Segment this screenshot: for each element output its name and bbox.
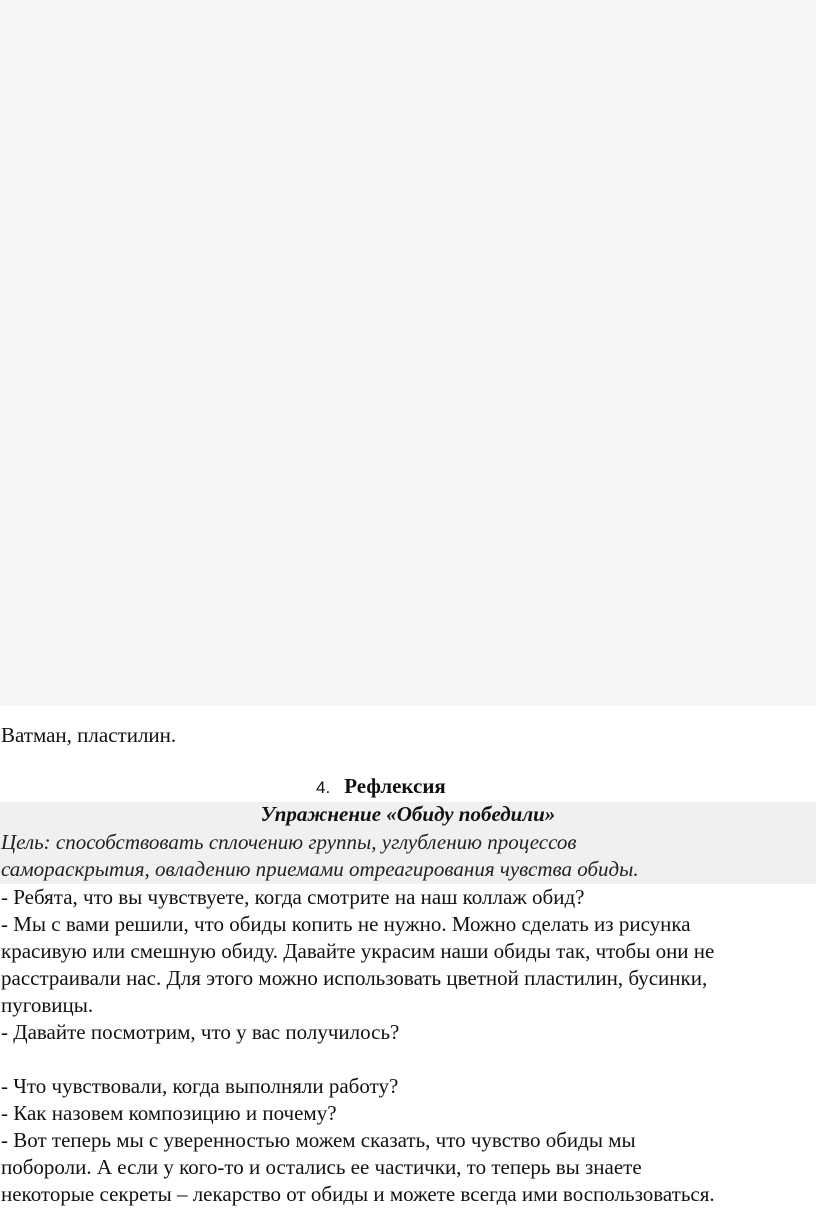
body-line: побороли. А если у кого-то и остались ее частички, то теперь вы знаете	[1, 1155, 642, 1179]
body-line: - Вот теперь мы с уверенностью можем сказать, что чувство обиды мы	[1, 1128, 636, 1152]
blank-line	[1, 1046, 715, 1073]
body-paragraphs	[1, 884, 715, 1208]
body-line: пуговицы.	[1, 993, 94, 1017]
goal-line: самораскрытия, овладению приемами отреагирования чувства обиды.	[1, 857, 639, 881]
body-line: некоторые секреты – лекарство от обиды и можете всегда ими воспользоваться.	[1, 1182, 715, 1206]
section-heading	[316, 773, 446, 801]
goal-line: Цель: способствовать сплочению группы, углублению процессов	[1, 830, 577, 854]
body-line: - Ребята, что вы чувствуете, когда смотрите на наш коллаж обид?	[1, 885, 585, 909]
section-title: Рефлексия	[344, 774, 446, 798]
body-line: - Как назовем композицию и почему?	[1, 1101, 337, 1125]
body-line: - Что чувствовали, когда выполняли работу?	[1, 1074, 399, 1098]
body-line: красивую или смешную обиду. Давайте украсим наши обиды так, чтобы они не	[1, 939, 715, 963]
body-line: - Давайте посмотрим, что у вас получилось?	[1, 1020, 400, 1044]
materials-text: Ватман, пластилин.	[1, 723, 177, 747]
body-line: расстраивали нас. Для этого можно использовать цветной пластилин, бусинки,	[1, 966, 708, 990]
body-line: - Мы с вами решили, что обиды копить не нужно. Можно сделать из рисунка	[1, 912, 691, 936]
section-number: 4.	[316, 778, 331, 797]
exercise-title: Упражнение «Обиду победили»	[260, 802, 556, 826]
goal-paragraph	[1, 829, 639, 883]
